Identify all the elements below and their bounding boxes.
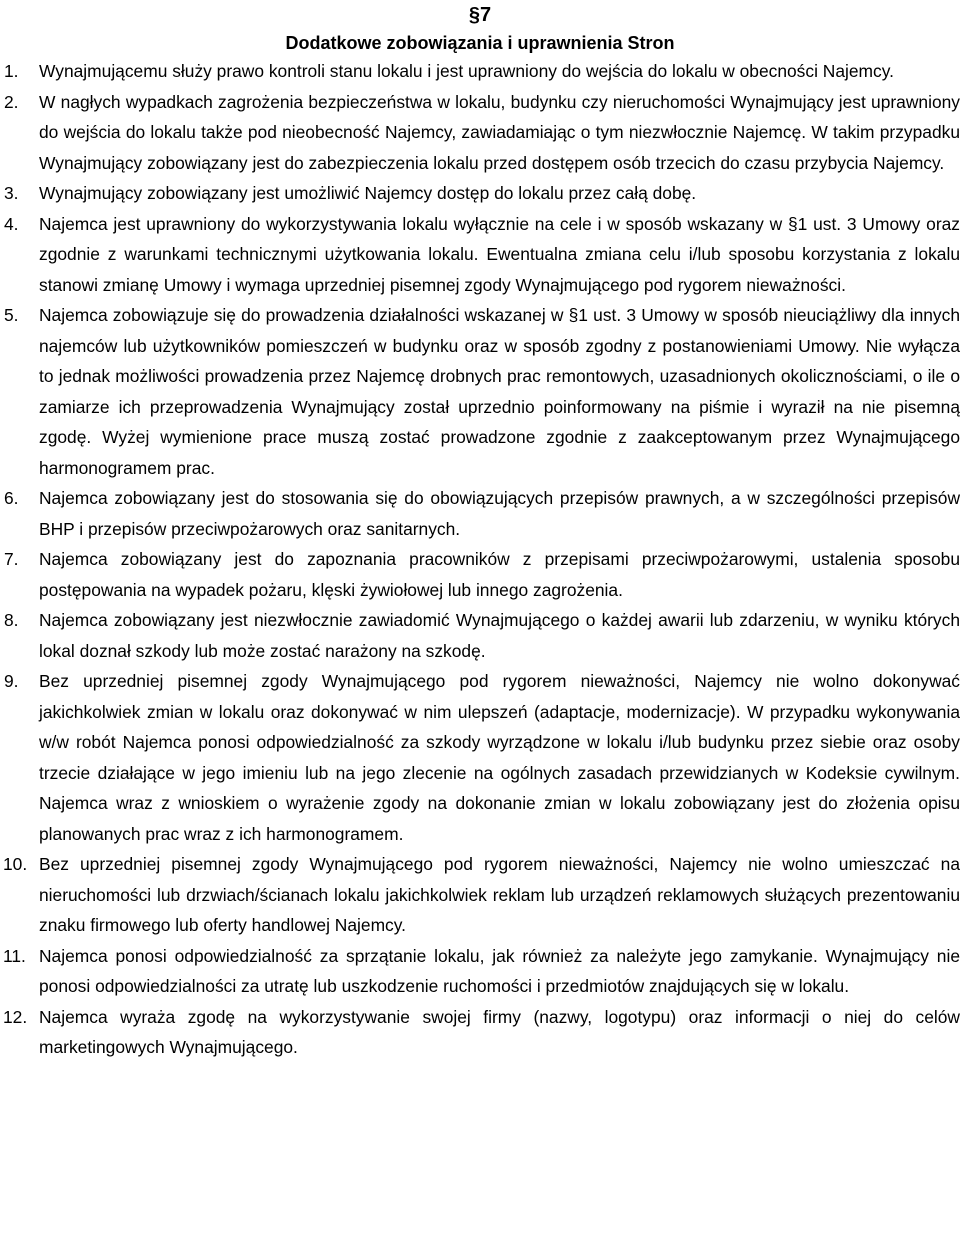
clause-text: Najemca zobowiązany jest do zapoznania pracowników z przepisami przeciwpożarowymi, ustalenia sposobu postępowania na wypadek pożaru, klęski żywiołowej lub innego zagrożenia. bbox=[39, 549, 960, 600]
clause-item bbox=[0, 849, 960, 941]
clause-item bbox=[0, 941, 960, 1002]
clause-number: 1. bbox=[4, 61, 19, 81]
clause-text: Najemca wyraża zgodę na wykorzystywanie swojej firmy (nazwy, logotypu) oraz informacji o niej do celów marketingowych Wynajmującego. bbox=[39, 1006, 960, 1057]
clause-item bbox=[0, 1002, 960, 1063]
clause-item bbox=[0, 56, 960, 87]
clause-number: 9. bbox=[4, 671, 19, 691]
clause-number: 8. bbox=[4, 610, 19, 630]
clause-number: 10. bbox=[3, 854, 28, 874]
clause-text: Wynajmującemu służy prawo kontroli stanu lokalu i jest uprawniony do wejścia do lokalu w obecności Najemcy. bbox=[39, 61, 894, 81]
clause-number: 3. bbox=[4, 183, 19, 203]
clause-item bbox=[0, 544, 960, 605]
clause-text: Wynajmujący zobowiązany jest umożliwić Najemcy dostęp do lokalu przez całą dobę. bbox=[39, 183, 697, 203]
clause-text: Bez uprzedniej pisemnej zgody Wynajmującego pod rygorem nieważności, Najemcy nie wolno umieszczać na nieruchomości lub drzwiach/ścianach lokalu jakichkolwiek reklam lub urządzeń reklamowych służących prezentowaniu znaku firmowego lub oferty handlowej Najemcy. bbox=[39, 854, 960, 935]
clause-text: Najemca zobowiązany jest do stosowania się do obowiązujących przepisów prawnych, a w szczególności przepisów BHP i przepisów przeciwpożarowych oraz sanitarnych. bbox=[39, 488, 960, 539]
clause-text: Najemca jest uprawniony do wykorzystywania lokalu wyłącznie na cele i w sposób wskazany w §1 ust. 3 Umowy oraz zgodnie z warunkami technicznymi użytkowania lokalu. Ewentualna zmiana celu i/lub sposobu korzystania z lokalu stanowi zmianę Umowy i wymaga uprzedniej pisemnej zgody Wynajmującego pod rygorem nieważności. bbox=[39, 213, 960, 295]
section-number: §7 bbox=[468, 4, 492, 26]
clause-item bbox=[0, 483, 960, 544]
clause-text: W nagłych wypadkach zagrożenia bezpieczeństwa w lokalu, budynku czy nieruchomości Wynajmujący jest uprawniony do wejścia do lokalu także pod nieobecność Najemcy, zawiadamiając o tym niezwłocznie Najemcę. W takim przypadku Wynajmujący zobowiązany jest do zabezpieczenia lokalu przed dostępem osób trzecich do czasu przybycia Najemcy. bbox=[39, 91, 960, 173]
clause-number: 11. bbox=[3, 945, 26, 966]
clause-item bbox=[0, 300, 960, 483]
clause-list bbox=[0, 56, 960, 1063]
clause-item bbox=[0, 605, 960, 666]
clause-item bbox=[0, 666, 960, 849]
clause-text: Najemca zobowiązany jest niezwłocznie zawiadomić Wynajmującego o każdej awarii lub zdarzeniu, w wyniku których lokal doznał szkody lub może zostać narażony na szkodę. bbox=[39, 610, 960, 661]
section-title: Dodatkowe zobowiązania i uprawnienia Stron bbox=[285, 33, 675, 53]
clause-number: 6. bbox=[4, 488, 19, 508]
clause-number: 12. bbox=[3, 1006, 28, 1027]
clause-item bbox=[0, 209, 960, 301]
clause-number: 2. bbox=[4, 91, 19, 112]
clause-number: 7. bbox=[4, 549, 19, 569]
clause-number: 5. bbox=[4, 305, 19, 325]
clause-text: Bez uprzedniej pisemnej zgody Wynajmującego pod rygorem nieważności, Najemcy nie wolno dokonywać jakichkolwiek zmian w lokalu oraz dokonywać w nim ulepszeń (adaptacje, modernizacje). W przypadku wykonywania w/w robót Najemca ponosi odpowiedzialność za szkody wyrządzone w lokalu i/lub budynku przez siebie oraz osoby trzecie działające w jego imieniu lub na jego zlecenie na ogólnych zasadach przewidzianych w Kodeksie cywilnym. Najemca wraz z wnioskiem o wyrażenie zgody na dokonanie zmian w lokalu zobowiązany jest do złożenia opisu planowanych prac wraz z ich harmonogramem. bbox=[39, 671, 960, 844]
clause-item bbox=[0, 87, 960, 179]
clause-text: Najemca ponosi odpowiedzialność za sprzątanie lokalu, jak również za należyte jego zamykanie. Wynajmujący nie ponosi odpowiedzialności za utratę lub uszkodzenie ruchomości i przedmiotów znajdujących się w lokalu. bbox=[39, 945, 960, 996]
clause-number: 4. bbox=[4, 213, 19, 234]
clause-item bbox=[0, 178, 960, 209]
clause-text: Najemca zobowiązuje się do prowadzenia działalności wskazanej w §1 ust. 3 Umowy w sposób nieuciążliwy dla innych najemców lub użytkowników pomieszczeń w budynku oraz w sposób zgodny z postanowieniami Umowy. Nie wyłącza to jednak możliwości prowadzenia przez Najemcę drobnych prac remontowych, uzasadnionych okolicznościami, o ile o zamiarze ich przeprowadzenia Wynajmujący został uprzednio poinformowany na piśmie i wyraził na nie pisemną zgodę. Wyżej wymienione prace muszą zostać prowadzone zgodnie z zaakceptowanym przez Wynajmującego harmonogramem prac. bbox=[39, 305, 960, 478]
